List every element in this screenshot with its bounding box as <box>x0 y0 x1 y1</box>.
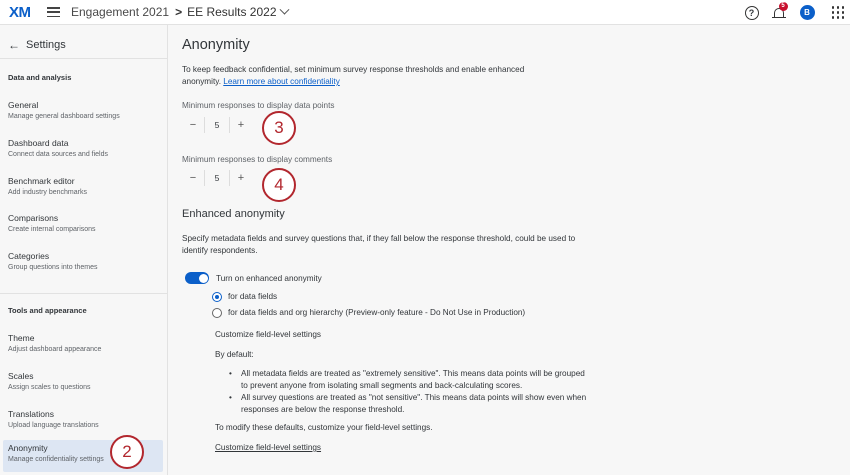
default-rules-list <box>229 368 589 416</box>
sidebar-item-subtitle: Upload language translations <box>8 422 99 429</box>
breadcrumb-separator: > <box>175 5 183 19</box>
by-default-label: By default: <box>215 350 254 359</box>
radio-data-fields-org-hierarchy[interactable] <box>212 308 222 318</box>
notification-bell-icon[interactable] <box>772 3 786 20</box>
list-item: • All metadata fields are treated as "extremely sensitive". This means data points will be grouped to prevent anyone from isolating small segments and back-calculating scores. <box>229 368 589 392</box>
back-to-settings[interactable] <box>8 38 66 52</box>
chevron-down-icon[interactable] <box>279 4 289 14</box>
sidebar-item-title: Categories <box>8 251 50 261</box>
enhanced-anonymity-toggle[interactable] <box>185 272 209 284</box>
page-title: Anonymity <box>182 37 250 53</box>
sidebar-item-general[interactable] <box>0 97 168 129</box>
breadcrumb-dashboard[interactable]: EE Results 2022 <box>187 5 277 19</box>
callout-marker-4: 4 <box>262 168 296 202</box>
sidebar-item-subtitle: Add industry benchmarks <box>8 189 87 196</box>
list-item: • All survey questions are treated as "not sensitive". This means data points will show even when responses are below the response threshold. <box>229 392 589 416</box>
sidebar-item-subtitle: Manage confidentiality settings <box>8 456 104 463</box>
sidebar-item-categories[interactable] <box>0 248 168 280</box>
decrement-button[interactable]: − <box>189 172 197 184</box>
min-data-stepper <box>182 116 252 134</box>
sidebar-item-comparisons[interactable] <box>0 210 168 242</box>
sidebar-item-scales[interactable] <box>0 368 168 400</box>
sidebar-item-title: Anonymity <box>8 443 48 453</box>
divider <box>0 58 168 59</box>
customize-heading: Customize field-level settings <box>215 330 322 339</box>
enhanced-anonymity-heading: Enhanced anonymity <box>182 208 285 220</box>
radio-data-fields-label: for data fields <box>228 292 278 301</box>
top-bar <box>0 0 850 25</box>
decrement-button[interactable]: − <box>189 119 197 131</box>
description-text: To keep feedback confidential, set minimum survey response thresholds and enable enhanced anonymity. <box>182 65 525 86</box>
sidebar-item-title: General <box>8 100 39 110</box>
sidebar-item-translations[interactable] <box>0 406 168 438</box>
radio-data-fields[interactable] <box>212 292 222 302</box>
min-data-label: Minimum responses to display data points <box>182 101 335 110</box>
sidebar-item-subtitle: Create internal comparisons <box>8 226 96 233</box>
sidebar-item-title: Translations <box>8 409 54 419</box>
callout-marker-2: 2 <box>110 435 144 469</box>
min-comments-label: Minimum responses to display comments <box>182 155 333 164</box>
xm-logo[interactable]: XM <box>9 3 31 21</box>
toggle-label: Turn on enhanced anonymity <box>216 274 322 283</box>
back-label: Settings <box>26 39 66 51</box>
radio-org-hierarchy-label: for data fields and org hierarchy (Preview-only feature - Do Not Use in Production) <box>228 308 526 317</box>
menu-icon[interactable] <box>47 7 60 17</box>
sidebar-item-title: Dashboard data <box>8 138 69 148</box>
sidebar-item-title: Scales <box>8 371 34 381</box>
sidebar-item-subtitle: Assign scales to questions <box>8 384 91 391</box>
settings-sidebar <box>0 25 168 475</box>
customize-field-settings-link[interactable]: Customize field-level settings <box>215 443 322 452</box>
enhanced-anonymity-description: Specify metadata fields and survey questions that, if they fall below the response threshold, could be used to identify respondents. <box>182 234 576 255</box>
sidebar-item-dashboard-data[interactable] <box>0 135 168 167</box>
help-icon[interactable]: ? <box>745 6 759 20</box>
min-data-value[interactable]: 5 <box>204 117 230 133</box>
notification-badge: 5 <box>779 2 788 11</box>
sidebar-item-title: Theme <box>8 333 35 343</box>
sidebar-item-title: Benchmark editor <box>8 176 75 186</box>
avatar[interactable]: B <box>800 5 815 20</box>
page-description <box>182 64 552 88</box>
min-comments-stepper <box>182 169 252 187</box>
modify-defaults-text: To modify these defaults, customize your field-level settings. <box>215 423 433 432</box>
min-comments-value[interactable]: 5 <box>204 170 230 186</box>
sidebar-item-subtitle: Group questions into themes <box>8 264 98 271</box>
app-grid-icon[interactable] <box>832 6 845 19</box>
callout-marker-3: 3 <box>262 111 296 145</box>
section-heading-tools: Tools and appearance <box>8 306 87 315</box>
increment-button[interactable]: + <box>237 119 245 131</box>
breadcrumb-project[interactable]: Engagement 2021 <box>71 5 170 19</box>
anonymity-settings-panel <box>169 25 850 475</box>
increment-button[interactable]: + <box>237 172 245 184</box>
sidebar-item-subtitle: Adjust dashboard appearance <box>8 346 102 353</box>
sidebar-item-title: Comparisons <box>8 213 59 223</box>
sidebar-item-subtitle: Connect data sources and fields <box>8 151 109 158</box>
learn-more-link[interactable]: Learn more about confidentiality <box>223 77 340 86</box>
divider <box>0 293 168 294</box>
sidebar-item-subtitle: Manage general dashboard settings <box>8 113 120 120</box>
sidebar-item-theme[interactable] <box>0 330 168 362</box>
section-heading-data: Data and analysis <box>8 73 72 82</box>
arrow-left-icon: ← <box>8 38 20 52</box>
sidebar-item-benchmark-editor[interactable] <box>0 173 168 205</box>
